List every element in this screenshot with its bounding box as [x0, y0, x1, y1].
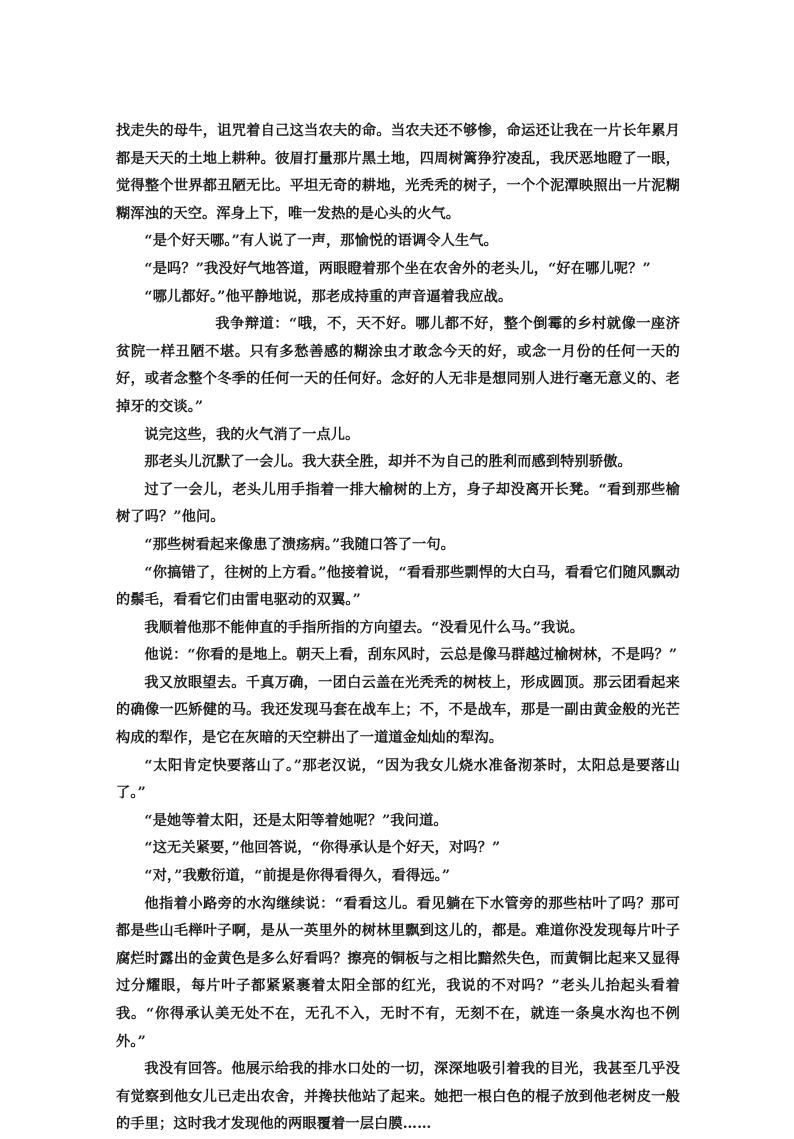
paragraph: 过了一会儿，老头儿用手指着一排大榆树的上方，身子却没离开长凳。“看到那些榆树了吗？”他问。 [116, 481, 680, 526]
paragraph: 找走失的母牛，诅咒着自己这当农夫的命。当农夫还不够惨，命运还让我在一片长年累月都是天天的土地上耕种。彼眉打量那片黑土地，四周树篱狰狞凌乱，我厌恶地瞪了一眼，觉得整个世界都丑陋无比。平坦无奇的耕地，光秃秃的树子，一个个泥潭映照出一片泥糊糊浑浊的天空。浑身上下，唯一发热的是心头的火气。 [116, 123, 680, 222]
paragraph: “是她等着太阳，还是太阳等着她呢？”我问道。 [144, 812, 448, 829]
paragraph: 那老头儿沉默了一会儿。我大获全胜，却并不为自己的胜利而感到特别骄傲。 [144, 454, 632, 471]
paragraph: 他指着小路旁的水沟继续说：“看看这儿。看见躺在下水管旁的那些枯叶了吗？那可都是些山毛榉叶子啊，是从一英里外的树林里飘到这儿的，都是。难道你没发现每片叶子腐烂时露出的金黄色是多么好看吗？擦亮的铜板与之相比黯然失色，而黄铜比起来又显得过分耀眼，每片叶子都紧紧裹着太阳全部的红光，我说的不对吗？”老头儿抬起头看着我。“你得承认美无处不在，无孔不入，无时不有，无刻不在，就连一条臭水沟也不例外。” [116, 895, 680, 1050]
paragraph: 我争辩道：“哦，不，天不好。哪儿都不好，整个倒霉的乡村就像一座济贫院一样丑陋不堪。只有多愁善感的糊涂虫才敢念今天的好，或念一月份的任何一天的好，或者念整个冬季的任何一天的任何好。念好的人无非是想同别人进行毫无意义的、老掉牙的交谈。” [116, 316, 680, 415]
paragraph: 我顺着他那不能伸直的手指所指的方向望去。“没看见什么马。”我说。 [144, 619, 585, 636]
paragraph: 说完这些，我的火气消了一点儿。 [144, 426, 360, 443]
paragraph: “你搞错了，往树的上方看。”他接着说，“看看那些剽悍的大白马，看看它们随风飘动的鬃毛，看看它们由雷电驱动的双翼。” [116, 564, 680, 609]
document-body [116, 118, 680, 1139]
paragraph: “那些树看起来像患了溃疡病。”我随口答了一句。 [144, 536, 456, 553]
paragraph: 我没有回答。他展示给我的排水口处的一切，深深地吸引着我的目光，我甚至几乎没有觉察到他女儿已走出农舍，并搀扶他站了起来。她把一根白色的棍子放到他老树皮一般的手里；这时我才发现他的两眼覆着一层白膜…… [116, 1061, 680, 1133]
paragraph: “是个好天哪。”有人说了一声，那愉悦的语调令人生气。 [144, 233, 499, 250]
paragraph: “是吗？”我没好气地答道，两眼瞪着那个坐在农舍外的老头儿，“好在哪儿呢？” [144, 260, 651, 277]
paragraph: “对，”我敷衍道，“前提是你得看得久，看得远。” [144, 868, 451, 885]
paragraph: 我又放眼望去。千真万确，一团白云盖在光秃秃的树枝上，形成圆顶。那云团看起来的确像一匹矫健的马。我还发现马套在战车上；不，不是战车，那是一副由黄金般的光芒构成的犁作，是它在灰暗的天空耕出了一道道金灿灿的犁沟。 [116, 674, 680, 747]
paragraph: 他说：“你看的是地上。朝天上看，刮东风时，云总是像马群越过榆树林，不是吗？” [144, 647, 678, 664]
paragraph: “这无关紧要，”他回答说，“你得承认是个好天，对吗？” [144, 840, 501, 857]
paragraph: “太阳肯定快要落山了。”那老汉说，“因为我女儿烧水准备沏茶时，太阳总是要落山了。” [116, 757, 680, 802]
paragraph: “哪儿都好。”他平静地说，那老成持重的声音逼着我应战。 [144, 288, 513, 305]
